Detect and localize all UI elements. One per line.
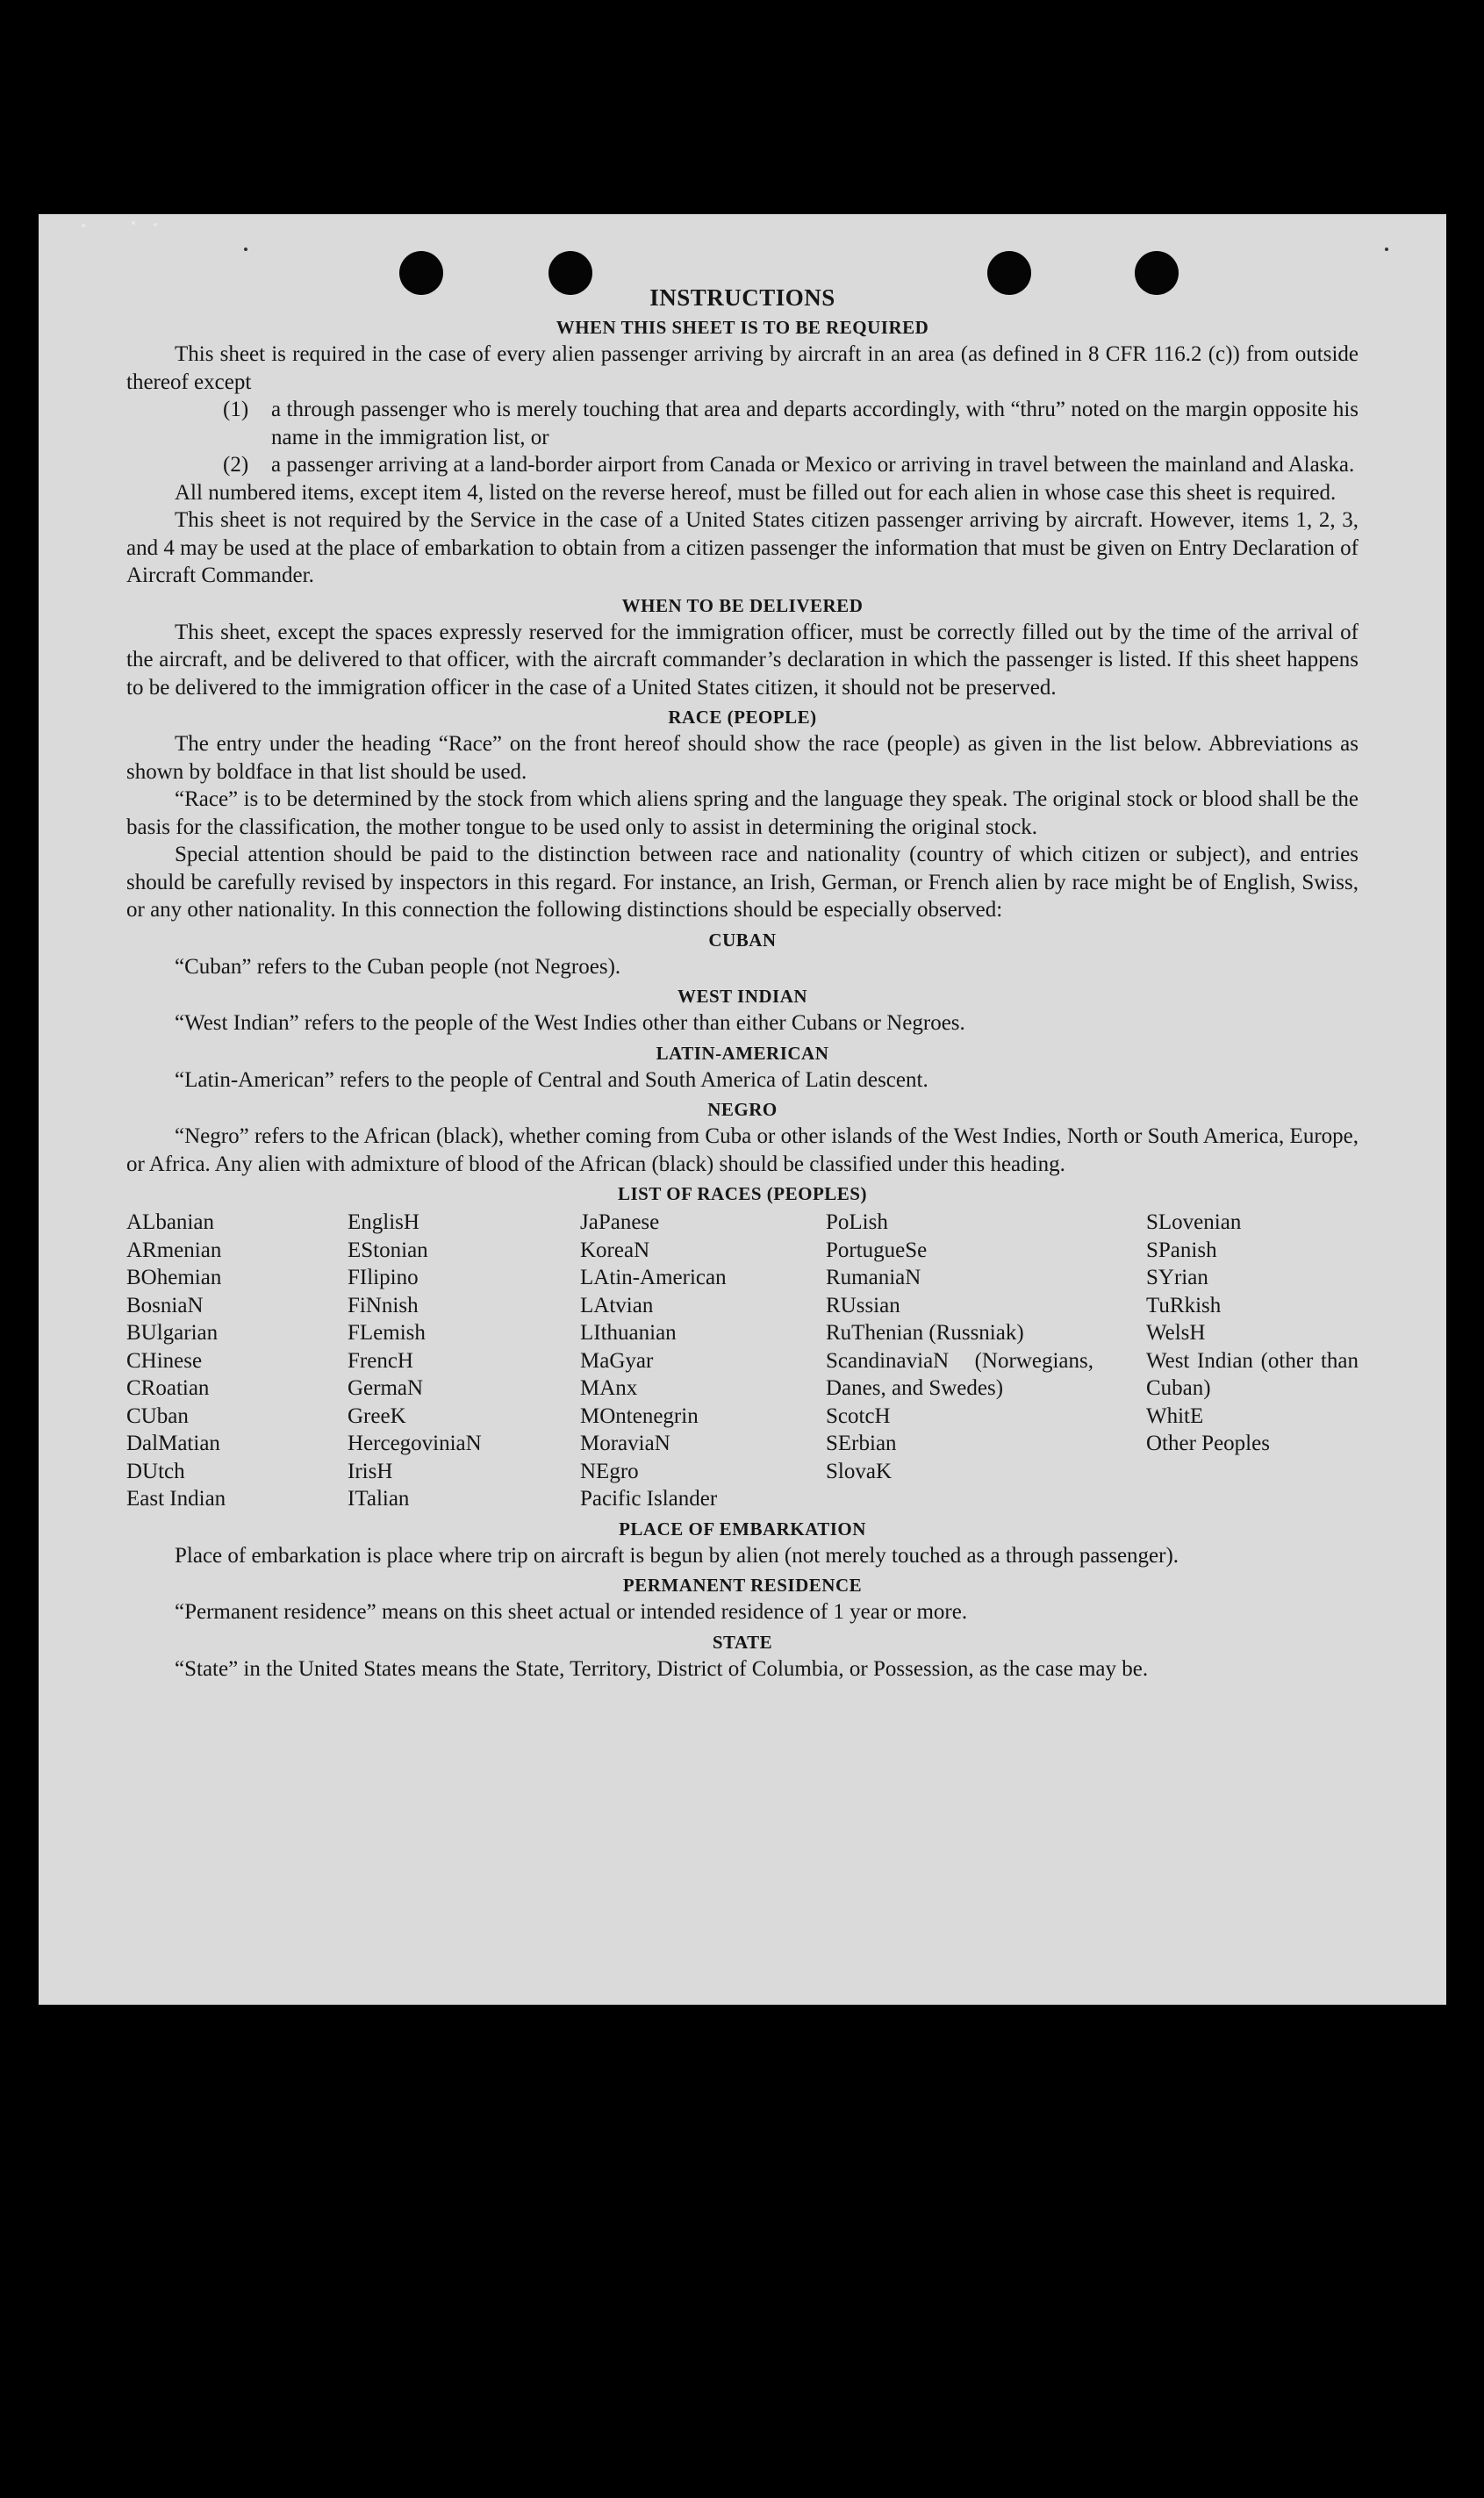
- race-entry: SlovaK: [826, 1459, 892, 1483]
- race-entry: BOhemian: [126, 1266, 222, 1289]
- item-text: a through passenger who is merely touching that area and departs accordingly, with “thru” noted on the margin opposite his name in the immigration list, or: [271, 398, 1359, 449]
- race-entry: Pacific Islander: [580, 1487, 718, 1511]
- punch-hole: [987, 251, 1031, 295]
- race-entry: West Indian (other than Cuban): [1146, 1348, 1359, 1400]
- race-entry: MaGyar: [580, 1348, 654, 1373]
- list-item: [126, 396, 1359, 451]
- race-entry: CUban: [126, 1403, 189, 1428]
- race-entry: TuRkish: [1146, 1293, 1222, 1317]
- scan-speck: [244, 248, 247, 251]
- item-text: a passenger arriving at a land-border airport from Canada or Mexico or arriving in travel between the mainland and Alaska.: [271, 453, 1355, 477]
- race-entry: NEgro: [580, 1459, 639, 1483]
- list-item: [126, 451, 1359, 479]
- race-entry: JaPanese: [580, 1210, 660, 1234]
- section-heading: CUBAN: [708, 929, 777, 951]
- race-entry: GreeK: [348, 1403, 406, 1428]
- race-entry: IrisH: [348, 1459, 393, 1483]
- punch-hole: [1135, 251, 1179, 295]
- paragraph: “West Indian” refers to the people of the West Indies other than either Cubans or Negroes.: [175, 1011, 965, 1035]
- scan-speck: [154, 223, 157, 226]
- punch-hole: [548, 251, 592, 295]
- race-entry: FrencH: [348, 1348, 413, 1373]
- race-entry: LAtvian: [580, 1293, 654, 1317]
- race-entry: LIthuanian: [580, 1321, 677, 1345]
- section-heading: RACE (PEOPLE): [668, 707, 817, 728]
- paragraph: “Race” is to be determined by the stock from which aliens spring and the language they speak. The original stock or blood shall be the basis for the classification, the mother tongue to be used only to assist in determining the original stock.: [126, 787, 1359, 839]
- paragraph: All numbered items, except item 4, listed on the reverse hereof, must be filled out for each alien in whose case this sheet is required.: [175, 480, 1337, 505]
- race-entry: ALbanian: [126, 1210, 214, 1234]
- race-entry: RUssian: [826, 1293, 900, 1317]
- race-entry: SErbian: [826, 1432, 897, 1455]
- races-column-5: [1146, 1209, 1359, 1513]
- paragraph: This sheet, except the spaces expressly reserved for the immigration officer, must be correctly filled out by the time of the arrival of the aircraft, and be delivered to that officer, with the aircraft commander’s declaration in which the passenger is listed. If this sheet happens to be delivered to the immigration officer in the case of a United States citizen, it should not be preserved.: [126, 620, 1359, 700]
- race-entry: ARmenian: [126, 1238, 222, 1262]
- section-heading: PLACE OF EMBARKATION: [619, 1518, 866, 1540]
- races-table: [126, 1209, 1359, 1513]
- race-entry: FLemish: [348, 1321, 426, 1345]
- paragraph: “Permanent residence” means on this sheet actual or intended residence of 1 year or more.: [175, 1600, 968, 1624]
- races-column-2: [348, 1209, 580, 1513]
- section-heading: WHEN TO BE DELIVERED: [621, 594, 864, 616]
- race-entry: CHinese: [126, 1348, 203, 1373]
- punch-hole: [399, 251, 443, 295]
- race-entry: WelsH: [1146, 1321, 1206, 1345]
- document-title: INSTRUCTIONS: [649, 284, 835, 311]
- race-entry: KoreaN: [580, 1238, 650, 1262]
- section-heading: WHEN THIS SHEET IS TO BE REQUIRED: [556, 317, 929, 338]
- races-heading: LIST OF RACES (PEOPLES): [618, 1183, 867, 1204]
- race-entry: PoLish: [826, 1210, 888, 1234]
- scan-speck: [1385, 248, 1388, 251]
- race-entry: ScotcH: [826, 1403, 891, 1428]
- paragraph: The entry under the heading “Race” on the front hereof should show the race (people) as given in the list below. Abbreviations as shown by boldface in that list should be used.: [126, 732, 1359, 784]
- race-entry: SPanish: [1146, 1238, 1217, 1262]
- paragraph: “Cuban” refers to the Cuban people (not Negroes).: [175, 954, 621, 979]
- race-entry: ScandinaviaN (Norwegians, Danes, and Swedes): [826, 1348, 1093, 1400]
- race-entry: GermaN: [348, 1376, 424, 1400]
- race-entry: East Indian: [126, 1487, 226, 1511]
- race-entry: SLovenian: [1146, 1210, 1242, 1234]
- document-sheet: [39, 214, 1446, 2005]
- paragraph: “State” in the United States means the State, Territory, District of Columbia, or Possession, as the case may be.: [175, 1656, 1149, 1681]
- race-entry: EnglisH: [348, 1210, 419, 1234]
- race-entry: DalMatian: [126, 1432, 220, 1455]
- race-entry: PortugueSe: [826, 1238, 928, 1262]
- races-column-4: [826, 1209, 1146, 1513]
- race-entry: MOntenegrin: [580, 1403, 699, 1428]
- race-entry: FiNnish: [348, 1293, 419, 1317]
- section-intro: This sheet is required in the case of every alien passenger arriving by aircraft in an area (as defined in 8 CFR 116.2 (c)) from outside thereof except: [126, 342, 1359, 394]
- race-entry: DUtch: [126, 1459, 185, 1483]
- race-entry: Other Peoples: [1146, 1432, 1270, 1455]
- section-heading: STATE: [712, 1631, 773, 1653]
- race-entry: HercegoviniaN: [348, 1432, 482, 1455]
- races-column-3: [580, 1209, 826, 1513]
- item-number: (2): [223, 453, 249, 477]
- race-entry: SYrian: [1146, 1266, 1208, 1289]
- race-entry: RumaniaN: [826, 1266, 921, 1289]
- race-entry: BosniaN: [126, 1293, 204, 1317]
- scan-speck: [82, 224, 85, 227]
- race-entry: BUlgarian: [126, 1321, 219, 1345]
- race-entry: FIlipino: [348, 1266, 419, 1289]
- paragraph: This sheet is not required by the Service in the case of a United States citizen passenger arriving by aircraft. However, items 1, 2, 3, and 4 may be used at the place of embarkation to obtain from a citizen passenger the information that must be given on Entry Declaration of Aircraft Commander.: [126, 508, 1359, 587]
- section-heading: LATIN-AMERICAN: [656, 1042, 829, 1064]
- race-entry: RuThenian (Russniak): [826, 1321, 1024, 1345]
- race-entry: LAtin-American: [580, 1266, 727, 1289]
- section-heading: NEGRO: [707, 1099, 778, 1120]
- paragraph: “Latin-American” refers to the people of Central and South America of Latin descent.: [175, 1067, 928, 1092]
- race-entry: ITalian: [348, 1487, 410, 1511]
- paragraph: Special attention should be paid to the distinction between race and nationality (country of which citizen or subject), and entries should be carefully revised by inspectors in this regard. For instance, an Irish, German, or French alien by race might be of English, Swiss, or any other nationality. In this connection the following distinctions should be especially observed:: [126, 843, 1359, 922]
- scan-speck: [132, 221, 135, 225]
- race-entry: MoraviaN: [580, 1432, 670, 1455]
- race-entry: CRoatian: [126, 1376, 210, 1400]
- paragraph: Place of embarkation is place where trip on aircraft is begun by alien (not merely touched as a through passenger).: [175, 1543, 1179, 1568]
- races-column-1: [126, 1209, 348, 1513]
- race-entry: WhitE: [1146, 1403, 1204, 1428]
- paragraph: “Negro” refers to the African (black), whether coming from Cuba or other islands of the West Indies, North or South America, Europe, or Africa. Any alien with admixture of blood of the African (black) should be classified under this heading.: [126, 1124, 1359, 1176]
- race-entry: EStonian: [348, 1238, 428, 1262]
- section-heading: WEST INDIAN: [677, 986, 808, 1007]
- item-number: (1): [223, 398, 249, 421]
- section-heading: PERMANENT RESIDENCE: [622, 1575, 863, 1596]
- race-entry: MAnx: [580, 1376, 638, 1400]
